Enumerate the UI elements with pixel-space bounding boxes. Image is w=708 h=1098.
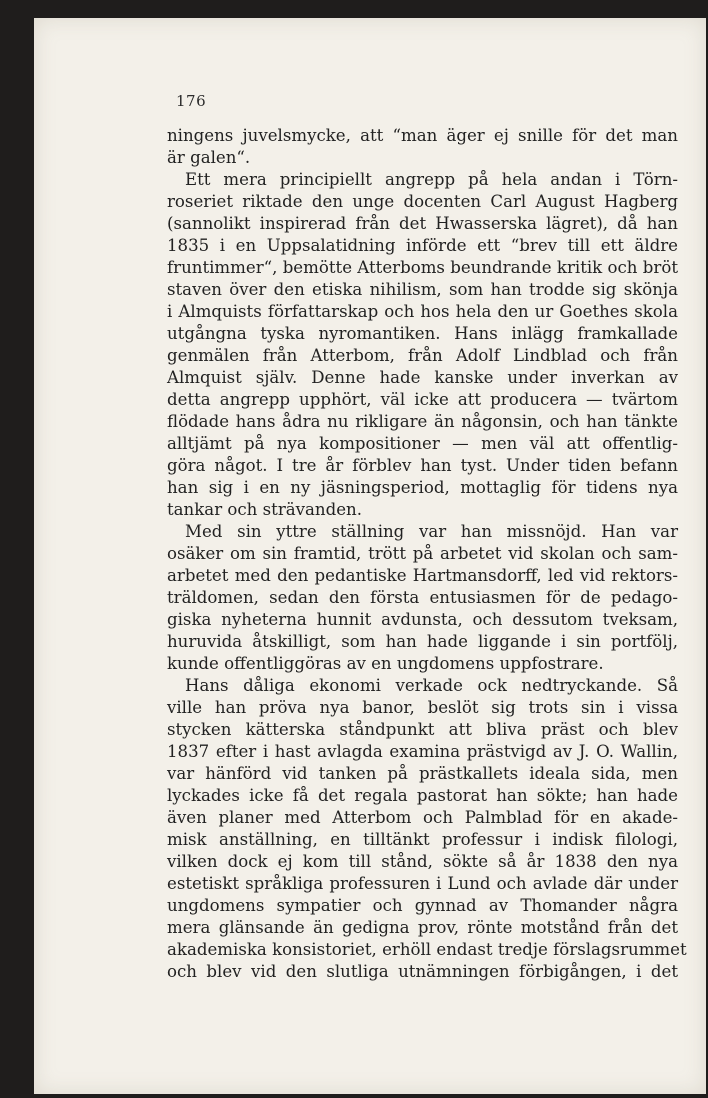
- text-line: var hänförd vid tanken på prästkallets ideala sida, men: [167, 764, 678, 783]
- text-line: tankar och strävanden.: [167, 500, 363, 519]
- text-line: Med sin yttre ställning var han missnöjd. Han var: [185, 522, 678, 541]
- text-line: flödade hans ådra nu rikligare än någonsin, och han tänkte: [167, 412, 678, 431]
- text-line: Hans dåliga ekonomi verkade ock nedtryckande. Så: [185, 676, 678, 695]
- text-line: i Almquists författarskap och hos hela den ur Goethes skola: [167, 302, 678, 321]
- text-line: akademiska konsistoriet, erhöll endast tredje förslagsrummet: [167, 940, 687, 959]
- text-line: kunde offentliggöras av en ungdomens uppfostrare.: [167, 654, 604, 673]
- text-line: träldomen, sedan den första entusiasmen för de pedago-: [167, 588, 678, 607]
- text-line: Ett mera principiellt angrepp på hela andan i Törn-: [185, 170, 678, 189]
- text-line: giska nyheterna hunnit avdunsta, och dessutom tveksam,: [167, 610, 678, 629]
- book-page: [34, 18, 706, 1094]
- text-line: ningens juvelsmycke, att “man äger ej snille för det man: [167, 126, 678, 145]
- text-line: och blev vid den slutliga utnämningen förbigången, i det: [167, 962, 678, 981]
- text-line: 1835 i en Uppsalatidning införde ett “brev till ett äldre: [167, 236, 678, 255]
- text-line: ungdomens sympatier och gynnad av Thomander några: [167, 896, 678, 915]
- text-line: göra något. I tre år förblev han tyst. Under tiden befann: [167, 456, 678, 475]
- text-line: är galen“.: [167, 148, 251, 167]
- text-line: fruntimmer“, bemötte Atterboms beundrande kritik och bröt: [167, 258, 678, 277]
- text-line: (sannolikt inspirerad från det Hwasserska lägret), då han: [167, 214, 678, 233]
- text-line: Almquist själv. Denne hade kanske under inverkan av: [167, 368, 678, 387]
- text-line: ville han pröva nya banor, beslöt sig trots sin i vissa: [167, 698, 678, 717]
- text-line: han sig i en ny jäsningsperiod, mottaglig för tidens nya: [167, 478, 678, 497]
- text-line: staven över den etiska nihilism, som han trodde sig skönja: [167, 280, 678, 299]
- text-line: roseriet riktade den unge docenten Carl August Hagberg: [167, 192, 678, 211]
- text-line: genmälen från Atterbom, från Adolf Lindblad och från: [167, 346, 678, 365]
- text-line: detta angrepp upphört, väl icke att producera — tvärtom: [167, 390, 678, 409]
- text-line: alltjämt på nya kompositioner — men väl att offentlig-: [167, 434, 678, 453]
- text-line: estetiskt språkliga professuren i Lund och avlade där under: [167, 874, 678, 893]
- text-line: arbetet med den pedantiske Hartmansdorff, led vid rektors-: [167, 566, 678, 585]
- text-line: lyckades icke få det regala pastorat han sökte; han hade: [167, 786, 678, 805]
- text-line: osäker om sin framtid, trött på arbetet vid skolan och sam-: [167, 544, 678, 563]
- text-line: 1837 efter i hast avlagda examina prästvigd av J. O. Wallin,: [167, 742, 678, 761]
- text-line: huruvida åtskilligt, som han hade liggande i sin portfölj,: [167, 632, 678, 651]
- text-line: även planer med Atterbom och Palmblad för en akade-: [167, 808, 678, 827]
- text-line: mera glänsande än gedigna prov, rönte motstånd från det: [167, 918, 678, 937]
- text-line: stycken kätterska ståndpunkt att bliva präst och blev: [167, 720, 678, 739]
- text-line: utgångna tyska nyromantiken. Hans inlägg framkallade: [167, 324, 678, 343]
- text-line: vilken dock ej kom till stånd, sökte så år 1838 den nya: [167, 852, 678, 871]
- page-number: 176: [176, 92, 207, 110]
- text-line: misk anställning, en tilltänkt professur i indisk filologi,: [167, 830, 678, 849]
